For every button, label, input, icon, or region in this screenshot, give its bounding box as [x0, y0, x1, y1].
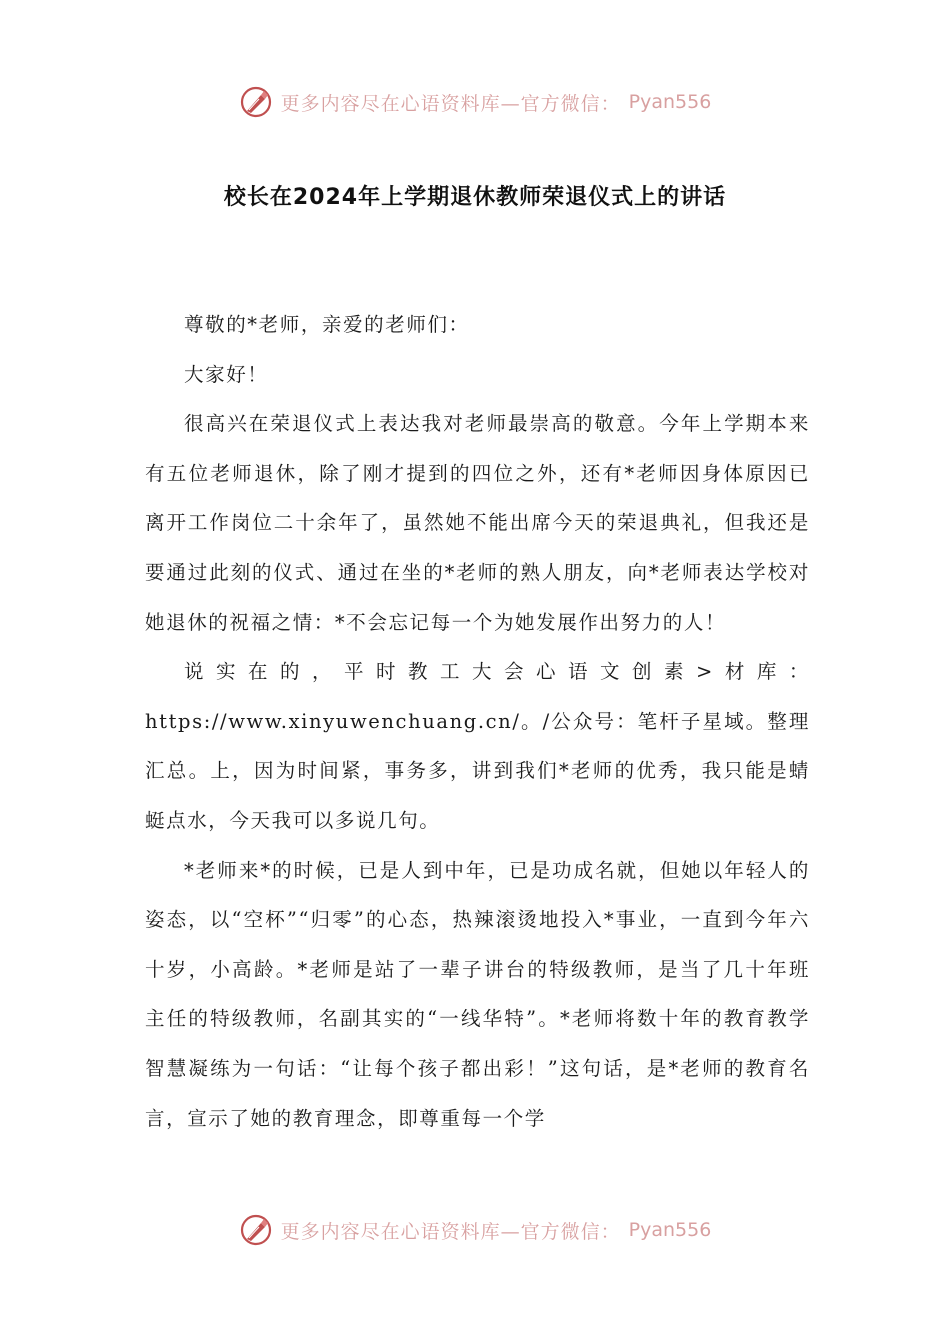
pen-nib-circle-logo-icon: [239, 85, 273, 119]
pen-nib-circle-logo-icon: [239, 1213, 273, 1247]
footer-watermark: [0, 1210, 950, 1250]
page-title: 校长在2024年上学期退休教师荣退仪式上的讲话: [223, 185, 727, 210]
watermark-wechat-id: Pyan556: [628, 1219, 712, 1241]
speech-body: [145, 300, 810, 1143]
paragraph: *老师来*的时候，已是人到中年，已是功成名就，但她以年轻人的姿态，以“空杯”“归零”的心态，热辣滚烫地投入*事业，一直到今年六十岁，小高龄。*老师是站了一辈子讲台的特级教师，是当了几十年班主任的特级教师，名副其实的“一线华特”。*老师将数十年的教育教学智慧凝练为一句话：“让每个孩子都出彩！”这句话，是*老师的教育名言，宣示了她的教育理念，即尊重每一个学: [145, 858, 810, 1130]
watermark-wechat-id: Pyan556: [628, 91, 712, 113]
salutation: 尊敬的*老师，亲爱的老师们：: [184, 313, 470, 336]
paragraph: 很高兴在荣退仪式上表达我对老师最崇高的敬意。今年上学期本来有五位老师退休，除了刚才提到的四位之外，还有*老师因身体原因已离开工作岗位二十余年了，虽然她不能出席今天的荣退典礼，但我还是要通过此刻的仪式、通过在坐的*老师的熟人朋友，向*老师表达学校对她退休的祝福之情：*不会忘记每一个为她发展作出努力的人！: [145, 412, 810, 634]
paragraph: 说实在的，平时教工大会心语文创素>材库：https://www.xinyuwenchuang.cn/。/公众号：笔杆子星域。整理汇总。上，因为时间紧，事务多，讲到我们*老师的优秀，我只能是蜻蜓点水，今天我可以多说几句。: [145, 660, 810, 832]
watermark-text: 更多内容尽在心语资料库—官方微信：: [280, 92, 621, 115]
header-watermark: [0, 82, 950, 122]
watermark-text: 更多内容尽在心语资料库—官方微信：: [280, 1220, 621, 1243]
greeting: 大家好！: [184, 362, 269, 386]
